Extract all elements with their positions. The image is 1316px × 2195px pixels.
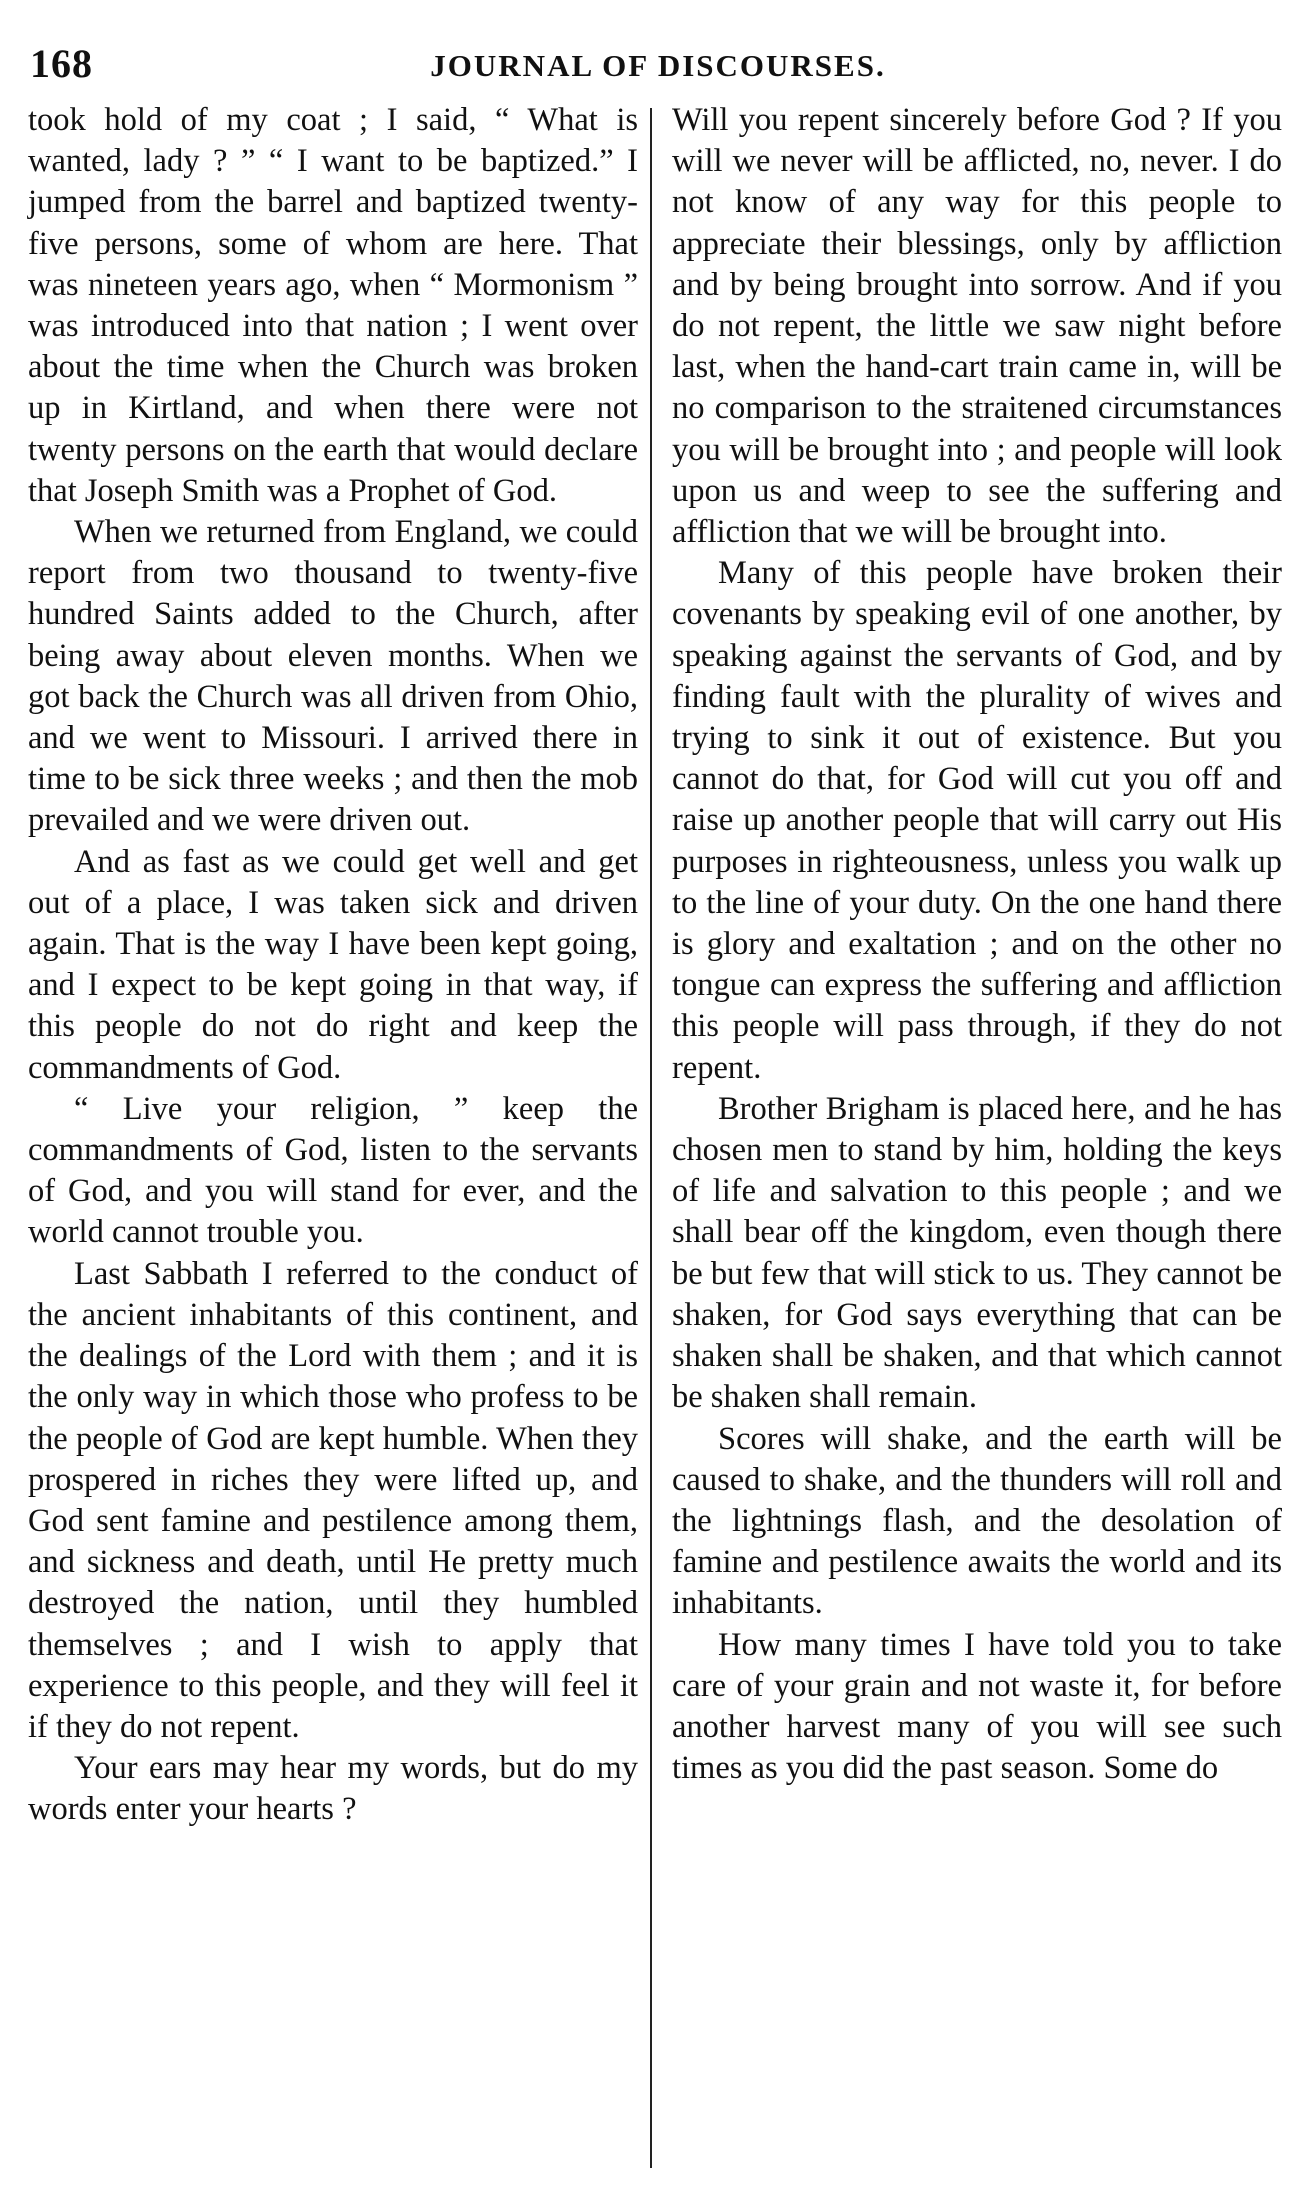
page-header: [30, 30, 1286, 90]
paragraph: Many of this people have broken their covenants by speaking evil of one another, by speaking against the servants of God, and by finding fault with the plurality of wives and trying to sink it out of existence. But you cannot do that, for God will cut you off and raise up another people that will carry out His purposes in righteousness, unless you walk up to the line of your duty. On the one hand there is glory and exaltation ; and on the other no tongue can express the suffering and affliction this people will pass through, if they do not repent.: [672, 555, 1282, 1086]
paragraph: Last Sabbath I referred to the conduct of the ancient inhabitants of this continent, and the dealings of the Lord with them ; and it is the only way in which those who profess to be the people of God are kept humble. When they prospered in riches they were lifted up, and God sent famine and pestilence among them, and sickness and death, until He pretty much destroyed the nation, until they humbled themselves ; and I wish to apply that experience to this people, and they will feel it if they do not repent.: [28, 1255, 638, 1745]
paragraph: When we returned from England, we could report from two thousand to twenty-five hundred Saints added to the Church, after being away about eleven months. When we got back the Church was all driven from Ohio, and we went to Missouri. I arrived there in time to be sick three weeks ; and then the mob prevailed and we were driven out.: [28, 514, 638, 839]
paragraph: Your ears may hear my words, but do my words enter your hearts ?: [28, 1750, 638, 1828]
paragraph: Brother Brigham is placed here, and he has chosen men to stand by him, holding the keys of life and salvation to this people ; and we shall bear off the kingdom, even though there be but few that will stick to us. They cannot be shaken, for God says everything that can be shaken shall be shaken, and that which cannot be shaken shall remain.: [672, 1090, 1282, 1416]
paragraph: “ Live your religion, ” keep the commandments of God, listen to the servants of God, and you will stand for ever, and the world cannot trouble you.: [28, 1090, 638, 1251]
paragraph: Will you repent sincerely before God ? If you will we never will be afflicted, no, never. I do not know of any way for this people to appreciate their blessings, only by affliction and by being brought into sorrow. And if you do not repent, the little we saw night before last, when the hand-cart train came in, will be no comparison to the straitened circumstances you will be brought into ; and people will look upon us and weep to see the suffering and affliction that we will be brought into.: [672, 102, 1282, 551]
paragraph: And as fast as we could get well and get out of a place, I was taken sick and driven again. That is the way I have been kept going, and I expect to be kept going in that way, if this people do not do right and keep the commandments of God.: [28, 843, 638, 1086]
paragraph: took hold of my coat ; I said, “ What is wanted, lady ? ” “ I want to be baptized.” I jumped from the barrel and baptized twenty-five persons, some of whom are here. That was nineteen years ago, when “ Mormonism ” was introduced into that nation ; I went over about the time when the Church was broken up in Kirtland, and when there were not twenty persons on the earth that would declare that Joseph Smith was a Prophet of God.: [28, 102, 638, 509]
right-column: [672, 100, 1282, 1789]
running-head: JOURNAL OF DISCOURSES.: [430, 48, 886, 83]
paragraph: Scores will shake, and the earth will be caused to shake, and the thunders will roll and the lightnings flash, and the desolation of famine and pestilence awaits the world and its inhabitants.: [672, 1420, 1282, 1622]
left-column: [28, 100, 638, 1831]
paragraph: How many times I have told you to take care of your grain and not waste it, for before another harvest many of you will see such times as you did the past season. Some do: [672, 1626, 1282, 1787]
page-number: 168: [30, 41, 93, 86]
column-divider: [650, 108, 652, 2168]
